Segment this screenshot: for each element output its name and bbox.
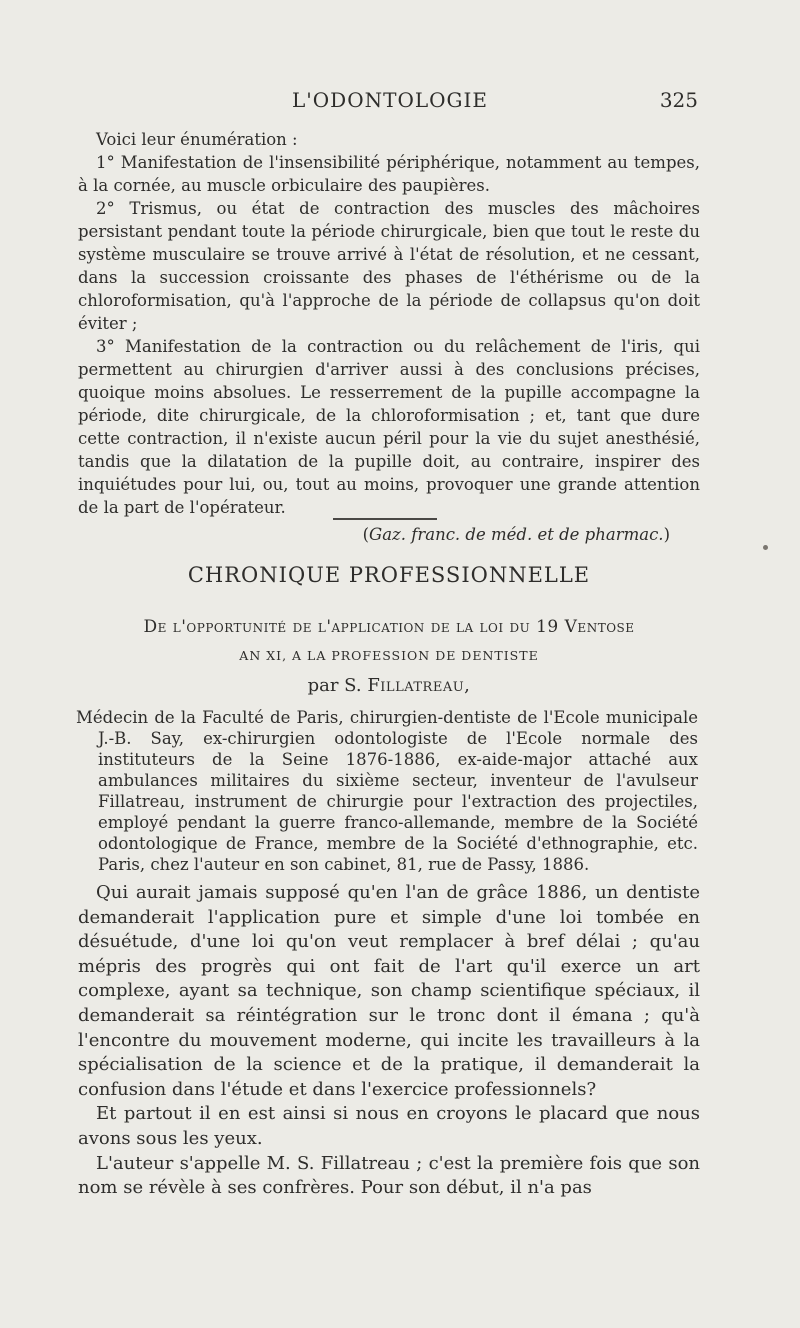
intro-paragraph: Voici leur énumération : xyxy=(96,130,298,149)
article-title-line2: AN XI, A LA PROFESSION DE DENTISTE xyxy=(239,648,539,663)
author-line xyxy=(78,675,700,696)
paper-speck xyxy=(763,545,768,550)
body-paragraph: Et partout il en est ainsi si nous en croyons le placard que nous avons sous les yeux. xyxy=(78,1103,700,1149)
author-prefix: par S. xyxy=(307,675,362,696)
intro-paragraph: 2° Trismus, ou état de contraction des muscles des mâchoires persistant pendant toute la période chirurgicale, bien que tout le reste du système musculaire se trouve arrivé à l'état de résolution, et ne cessant, dans la succession croissante des phases de l'éthérisme ou de la chloroformisation, qu'à l'approche de la période de collapsus qu'on doit éviter ; xyxy=(78,199,700,333)
page-number: 325 xyxy=(659,88,698,112)
section-title: CHRONIQUE PROFESSIONNELLE xyxy=(187,563,591,587)
citation-open: ( xyxy=(362,525,370,544)
article-title-line1: De l'opportunité de l'application de la loi du 19 Ventose xyxy=(143,617,635,637)
author-bio: Médecin de la Faculté de Paris, chirurgien-dentiste de l'Ecole municipale J.-B. Say, ex-chirurgien odontologiste de l'Ecole normale des instituteurs de la Seine 1876-1886, ex-aide-major attaché aux ambulances militaires du sixième secteur, inventeur de l'avulseur Fillatreau, instrument de chirurgie pour l'extraction des projectiles, employé pendant la guerre franco-allemande, membre de la Société odontologique de France, membre de la Société d'ethnographie, etc. Paris, chez l'auteur en son cabinet, 81, rue de Passy, 1886. xyxy=(76,708,698,874)
body-paragraph: L'auteur s'appelle M. S. Fillatreau ; c'est la première fois que son nom se révèle à ses confrères. Pour son début, il n'a pas xyxy=(78,1152,700,1199)
article-body xyxy=(78,881,700,1201)
intro-paragraph: 3° Manifestation de la contraction ou du relâchement de l'iris, qui permettent au chirurgien d'arriver aussi à des conclusions précises, quoique moins absolues. Le resserrement de la pupille accompagne la période, dite chirurgicale, de la chloroformisation ; et, tant que dure cette contraction, il n'existe aucun péril pour la vie du sujet anesthésié, tandis que la dilatation de la pupille doit, au contraire, inspirer des inquiétudes pour lui, ou, tout au moins, provoquer une grande attention de la part de l'opérateur. xyxy=(78,337,700,517)
citation xyxy=(78,523,700,546)
citation-source: Gaz. franc. de méd. et de pharmac. xyxy=(369,525,664,544)
section-divider xyxy=(333,518,437,520)
page-header xyxy=(78,88,702,116)
running-title: L'ODONTOLOGIE xyxy=(292,88,488,112)
body-paragraph: Qui aurait jamais supposé qu'en l'an de grâce 1886, un dentiste demanderait l'application pure et simple d'une loi tombée en désuétude, d'une loi qu'on veut remplacer à bref délai ; qu'au mépris des progrès qui ont fait de l'art qu'il exerce un art complexe, ayant sa technique, son champ scientifique spéciaux, il demanderait sa réintégration sur le tronc dont il émana ; qu'à l'encontre du mouvement moderne, qui incite les travailleurs à la spécialisation de la science et de la pratique, il demanderait la confusion dans l'étude et dans l'exercice professionnels? xyxy=(78,882,700,1100)
author-name: Fillatreau, xyxy=(367,675,471,696)
intro-section xyxy=(78,128,700,546)
citation-close: ) xyxy=(663,525,670,544)
intro-paragraph: 1° Manifestation de l'insensibilité périphérique, notamment au tempes, à la cornée, au muscle orbiculaire des paupières. xyxy=(78,153,700,195)
